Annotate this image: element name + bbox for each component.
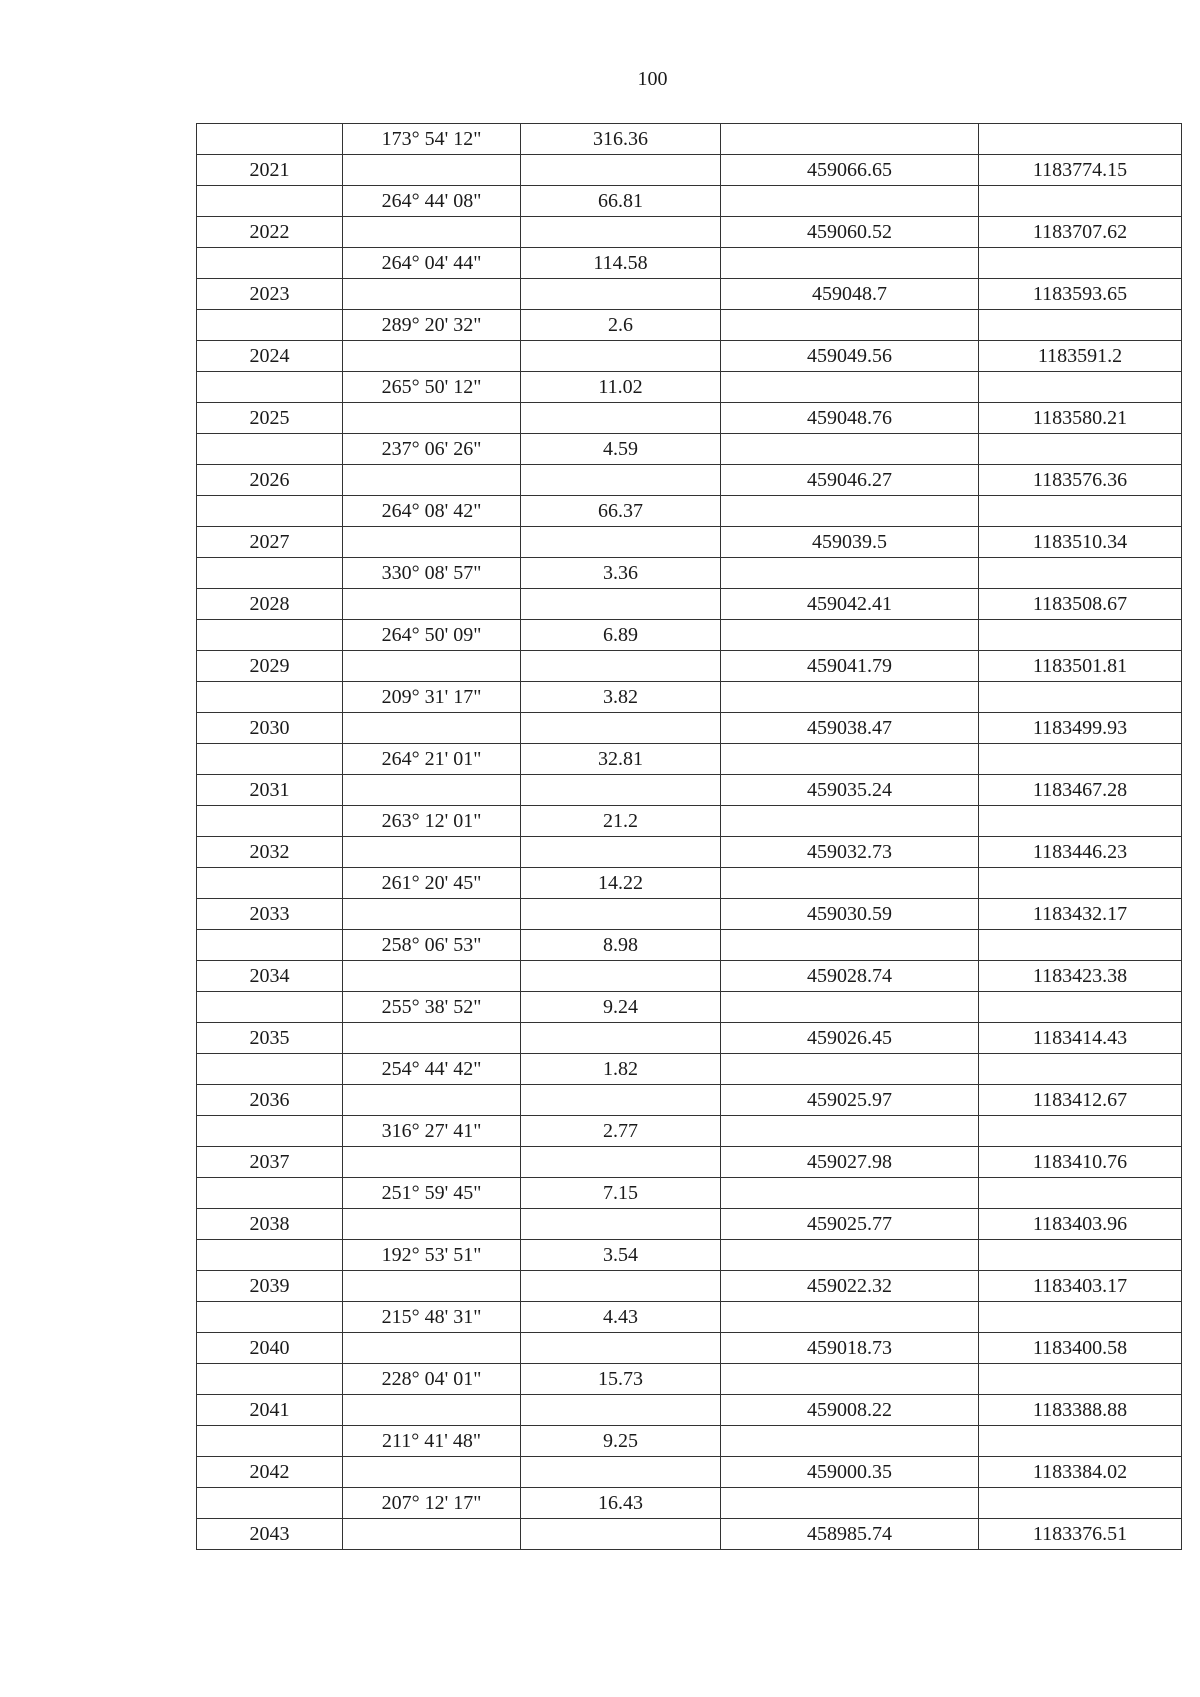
- northing-cell: 1183499.93: [979, 713, 1182, 744]
- bearing-cell: 237° 06' 26": [343, 434, 521, 465]
- easting-cell: 459066.65: [721, 155, 979, 186]
- station-cell: [197, 930, 343, 961]
- station-cell: 2031: [197, 775, 343, 806]
- easting-cell: [721, 1054, 979, 1085]
- station-cell: 2030: [197, 713, 343, 744]
- distance-cell: [521, 961, 721, 992]
- bearing-cell: [343, 1085, 521, 1116]
- traverse-row: [197, 1116, 1182, 1147]
- bearing-cell: 251° 59' 45": [343, 1178, 521, 1209]
- northing-cell: 1183384.02: [979, 1457, 1182, 1488]
- northing-cell: 1183423.38: [979, 961, 1182, 992]
- traverse-row: [197, 1364, 1182, 1395]
- station-cell: [197, 124, 343, 155]
- northing-cell: 1183508.67: [979, 589, 1182, 620]
- bearing-cell: 209° 31' 17": [343, 682, 521, 713]
- northing-cell: 1183410.76: [979, 1147, 1182, 1178]
- station-cell: 2021: [197, 155, 343, 186]
- station-cell: 2025: [197, 403, 343, 434]
- station-cell: [197, 992, 343, 1023]
- northing-cell: 1183403.17: [979, 1271, 1182, 1302]
- bearing-cell: 211° 41' 48": [343, 1426, 521, 1457]
- easting-cell: 459022.32: [721, 1271, 979, 1302]
- easting-cell: 459027.98: [721, 1147, 979, 1178]
- bearing-cell: 173° 54' 12": [343, 124, 521, 155]
- northing-cell: [979, 310, 1182, 341]
- easting-cell: [721, 1426, 979, 1457]
- northing-cell: 1183400.58: [979, 1333, 1182, 1364]
- easting-cell: 459025.97: [721, 1085, 979, 1116]
- northing-cell: [979, 930, 1182, 961]
- easting-cell: [721, 1364, 979, 1395]
- northing-cell: 1183774.15: [979, 155, 1182, 186]
- bearing-cell: 255° 38' 52": [343, 992, 521, 1023]
- distance-cell: 4.59: [521, 434, 721, 465]
- distance-cell: 15.73: [521, 1364, 721, 1395]
- northing-cell: [979, 620, 1182, 651]
- easting-cell: 459048.7: [721, 279, 979, 310]
- easting-cell: 458985.74: [721, 1519, 979, 1550]
- station-row: [197, 713, 1182, 744]
- easting-cell: [721, 1488, 979, 1519]
- station-cell: [197, 1054, 343, 1085]
- bearing-cell: [343, 217, 521, 248]
- distance-cell: 9.25: [521, 1426, 721, 1457]
- bearing-cell: 264° 04' 44": [343, 248, 521, 279]
- station-cell: 2040: [197, 1333, 343, 1364]
- northing-cell: 1183388.88: [979, 1395, 1182, 1426]
- easting-cell: [721, 372, 979, 403]
- distance-cell: [521, 713, 721, 744]
- northing-cell: [979, 1302, 1182, 1333]
- distance-cell: [521, 1395, 721, 1426]
- easting-cell: [721, 248, 979, 279]
- bearing-cell: [343, 527, 521, 558]
- survey-table-body: [197, 124, 1182, 1550]
- bearing-cell: [343, 155, 521, 186]
- northing-cell: [979, 124, 1182, 155]
- distance-cell: [521, 403, 721, 434]
- distance-cell: 66.81: [521, 186, 721, 217]
- easting-cell: 459038.47: [721, 713, 979, 744]
- station-cell: [197, 434, 343, 465]
- northing-cell: 1183580.21: [979, 403, 1182, 434]
- traverse-row: [197, 1302, 1182, 1333]
- distance-cell: [521, 527, 721, 558]
- distance-cell: [521, 1519, 721, 1550]
- station-row: [197, 1333, 1182, 1364]
- bearing-cell: 261° 20' 45": [343, 868, 521, 899]
- station-row: [197, 1085, 1182, 1116]
- northing-cell: [979, 744, 1182, 775]
- station-cell: 2022: [197, 217, 343, 248]
- distance-cell: 2.77: [521, 1116, 721, 1147]
- bearing-cell: [343, 651, 521, 682]
- northing-cell: [979, 434, 1182, 465]
- distance-cell: [521, 155, 721, 186]
- bearing-cell: 258° 06' 53": [343, 930, 521, 961]
- traverse-row: [197, 558, 1182, 589]
- easting-cell: [721, 310, 979, 341]
- easting-cell: 459046.27: [721, 465, 979, 496]
- bearing-cell: 264° 08' 42": [343, 496, 521, 527]
- bearing-cell: [343, 1395, 521, 1426]
- bearing-cell: [343, 961, 521, 992]
- distance-cell: 14.22: [521, 868, 721, 899]
- station-row: [197, 465, 1182, 496]
- station-cell: 2029: [197, 651, 343, 682]
- bearing-cell: 263° 12' 01": [343, 806, 521, 837]
- station-cell: [197, 1488, 343, 1519]
- northing-cell: [979, 868, 1182, 899]
- station-row: [197, 775, 1182, 806]
- northing-cell: 1183446.23: [979, 837, 1182, 868]
- station-cell: [197, 1302, 343, 1333]
- easting-cell: 459025.77: [721, 1209, 979, 1240]
- station-cell: 2037: [197, 1147, 343, 1178]
- survey-coordinates-table: [196, 123, 1182, 1550]
- bearing-cell: 207° 12' 17": [343, 1488, 521, 1519]
- northing-cell: [979, 992, 1182, 1023]
- station-cell: [197, 372, 343, 403]
- northing-cell: [979, 1240, 1182, 1271]
- station-cell: [197, 310, 343, 341]
- station-row: [197, 651, 1182, 682]
- easting-cell: [721, 930, 979, 961]
- easting-cell: 459035.24: [721, 775, 979, 806]
- northing-cell: [979, 372, 1182, 403]
- northing-cell: [979, 1364, 1182, 1395]
- station-row: [197, 279, 1182, 310]
- traverse-row: [197, 992, 1182, 1023]
- station-cell: 2028: [197, 589, 343, 620]
- station-cell: [197, 248, 343, 279]
- northing-cell: [979, 1178, 1182, 1209]
- station-cell: [197, 744, 343, 775]
- easting-cell: 459008.22: [721, 1395, 979, 1426]
- easting-cell: [721, 744, 979, 775]
- station-row: [197, 837, 1182, 868]
- northing-cell: 1183593.65: [979, 279, 1182, 310]
- traverse-row: [197, 1054, 1182, 1085]
- station-row: [197, 527, 1182, 558]
- station-row: [197, 1023, 1182, 1054]
- bearing-cell: 192° 53' 51": [343, 1240, 521, 1271]
- northing-cell: 1183467.28: [979, 775, 1182, 806]
- bearing-cell: 228° 04' 01": [343, 1364, 521, 1395]
- bearing-cell: [343, 1457, 521, 1488]
- distance-cell: 6.89: [521, 620, 721, 651]
- northing-cell: 1183376.51: [979, 1519, 1182, 1550]
- traverse-row: [197, 744, 1182, 775]
- distance-cell: [521, 899, 721, 930]
- distance-cell: 66.37: [521, 496, 721, 527]
- traverse-row: [197, 372, 1182, 403]
- station-cell: 2023: [197, 279, 343, 310]
- station-cell: 2033: [197, 899, 343, 930]
- distance-cell: 8.98: [521, 930, 721, 961]
- easting-cell: [721, 186, 979, 217]
- easting-cell: 459041.79: [721, 651, 979, 682]
- easting-cell: [721, 558, 979, 589]
- bearing-cell: [343, 1147, 521, 1178]
- distance-cell: 4.43: [521, 1302, 721, 1333]
- easting-cell: [721, 1178, 979, 1209]
- station-row: [197, 1147, 1182, 1178]
- easting-cell: 459018.73: [721, 1333, 979, 1364]
- traverse-row: [197, 310, 1182, 341]
- distance-cell: 21.2: [521, 806, 721, 837]
- distance-cell: 3.54: [521, 1240, 721, 1271]
- distance-cell: 3.82: [521, 682, 721, 713]
- traverse-row: [197, 1240, 1182, 1271]
- distance-cell: 1.82: [521, 1054, 721, 1085]
- easting-cell: [721, 620, 979, 651]
- northing-cell: [979, 558, 1182, 589]
- station-row: [197, 217, 1182, 248]
- northing-cell: 1183414.43: [979, 1023, 1182, 1054]
- bearing-cell: [343, 1519, 521, 1550]
- traverse-row: [197, 124, 1182, 155]
- northing-cell: 1183510.34: [979, 527, 1182, 558]
- distance-cell: 7.15: [521, 1178, 721, 1209]
- station-cell: [197, 806, 343, 837]
- station-row: [197, 155, 1182, 186]
- distance-cell: 32.81: [521, 744, 721, 775]
- bearing-cell: 254° 44' 42": [343, 1054, 521, 1085]
- distance-cell: [521, 341, 721, 372]
- traverse-row: [197, 434, 1182, 465]
- easting-cell: 459048.76: [721, 403, 979, 434]
- page-number: 100: [637, 68, 668, 90]
- easting-cell: [721, 868, 979, 899]
- traverse-row: [197, 1488, 1182, 1519]
- easting-cell: [721, 496, 979, 527]
- bearing-cell: 264° 50' 09": [343, 620, 521, 651]
- station-cell: 2036: [197, 1085, 343, 1116]
- bearing-cell: [343, 1333, 521, 1364]
- station-row: [197, 961, 1182, 992]
- easting-cell: [721, 124, 979, 155]
- station-cell: [197, 558, 343, 589]
- distance-cell: 316.36: [521, 124, 721, 155]
- traverse-row: [197, 1426, 1182, 1457]
- distance-cell: [521, 1085, 721, 1116]
- station-row: [197, 899, 1182, 930]
- northing-cell: [979, 682, 1182, 713]
- traverse-row: [197, 868, 1182, 899]
- station-row: [197, 1395, 1182, 1426]
- distance-cell: [521, 589, 721, 620]
- northing-cell: [979, 1426, 1182, 1457]
- easting-cell: 459026.45: [721, 1023, 979, 1054]
- easting-cell: 459030.59: [721, 899, 979, 930]
- traverse-row: [197, 496, 1182, 527]
- station-cell: [197, 682, 343, 713]
- distance-cell: [521, 775, 721, 806]
- station-cell: 2024: [197, 341, 343, 372]
- station-row: [197, 403, 1182, 434]
- station-cell: [197, 620, 343, 651]
- traverse-row: [197, 620, 1182, 651]
- bearing-cell: [343, 279, 521, 310]
- traverse-row: [197, 806, 1182, 837]
- easting-cell: 459039.5: [721, 527, 979, 558]
- bearing-cell: [343, 713, 521, 744]
- northing-cell: [979, 186, 1182, 217]
- station-cell: [197, 1116, 343, 1147]
- bearing-cell: 330° 08' 57": [343, 558, 521, 589]
- station-cell: 2042: [197, 1457, 343, 1488]
- bearing-cell: 316° 27' 41": [343, 1116, 521, 1147]
- station-row: [197, 1457, 1182, 1488]
- bearing-cell: 289° 20' 32": [343, 310, 521, 341]
- station-cell: [197, 1240, 343, 1271]
- bearing-cell: [343, 1209, 521, 1240]
- easting-cell: 459060.52: [721, 217, 979, 248]
- bearing-cell: [343, 899, 521, 930]
- station-cell: 2041: [197, 1395, 343, 1426]
- station-cell: 2034: [197, 961, 343, 992]
- bearing-cell: [343, 403, 521, 434]
- distance-cell: [521, 1147, 721, 1178]
- northing-cell: [979, 1488, 1182, 1519]
- easting-cell: 459032.73: [721, 837, 979, 868]
- station-cell: [197, 186, 343, 217]
- station-row: [197, 589, 1182, 620]
- easting-cell: [721, 806, 979, 837]
- distance-cell: [521, 837, 721, 868]
- distance-cell: 9.24: [521, 992, 721, 1023]
- distance-cell: 3.36: [521, 558, 721, 589]
- northing-cell: 1183412.67: [979, 1085, 1182, 1116]
- northing-cell: [979, 1054, 1182, 1085]
- bearing-cell: [343, 465, 521, 496]
- northing-cell: 1183576.36: [979, 465, 1182, 496]
- northing-cell: [979, 806, 1182, 837]
- distance-cell: 16.43: [521, 1488, 721, 1519]
- station-cell: 2038: [197, 1209, 343, 1240]
- station-cell: 2035: [197, 1023, 343, 1054]
- distance-cell: [521, 651, 721, 682]
- northing-cell: 1183591.2: [979, 341, 1182, 372]
- station-cell: 2043: [197, 1519, 343, 1550]
- station-cell: [197, 868, 343, 899]
- bearing-cell: [343, 341, 521, 372]
- northing-cell: [979, 496, 1182, 527]
- easting-cell: 459028.74: [721, 961, 979, 992]
- station-cell: 2026: [197, 465, 343, 496]
- distance-cell: 2.6: [521, 310, 721, 341]
- station-cell: 2039: [197, 1271, 343, 1302]
- bearing-cell: [343, 589, 521, 620]
- station-cell: [197, 1426, 343, 1457]
- distance-cell: [521, 1457, 721, 1488]
- traverse-row: [197, 1178, 1182, 1209]
- easting-cell: [721, 682, 979, 713]
- distance-cell: 11.02: [521, 372, 721, 403]
- northing-cell: [979, 1116, 1182, 1147]
- station-cell: 2032: [197, 837, 343, 868]
- distance-cell: [521, 217, 721, 248]
- traverse-row: [197, 248, 1182, 279]
- traverse-row: [197, 682, 1182, 713]
- station-row: [197, 1271, 1182, 1302]
- bearing-cell: 264° 44' 08": [343, 186, 521, 217]
- distance-cell: [521, 279, 721, 310]
- easting-cell: [721, 434, 979, 465]
- distance-cell: [521, 465, 721, 496]
- northing-cell: 1183432.17: [979, 899, 1182, 930]
- easting-cell: [721, 1116, 979, 1147]
- distance-cell: [521, 1023, 721, 1054]
- easting-cell: 459049.56: [721, 341, 979, 372]
- bearing-cell: 215° 48' 31": [343, 1302, 521, 1333]
- distance-cell: [521, 1333, 721, 1364]
- easting-cell: 459000.35: [721, 1457, 979, 1488]
- station-row: [197, 1209, 1182, 1240]
- northing-cell: [979, 248, 1182, 279]
- northing-cell: 1183707.62: [979, 217, 1182, 248]
- easting-cell: [721, 1240, 979, 1271]
- distance-cell: [521, 1271, 721, 1302]
- bearing-cell: 264° 21' 01": [343, 744, 521, 775]
- bearing-cell: [343, 1023, 521, 1054]
- easting-cell: [721, 1302, 979, 1333]
- bearing-cell: [343, 837, 521, 868]
- northing-cell: 1183501.81: [979, 651, 1182, 682]
- distance-cell: [521, 1209, 721, 1240]
- distance-cell: 114.58: [521, 248, 721, 279]
- station-cell: [197, 1364, 343, 1395]
- bearing-cell: 265° 50' 12": [343, 372, 521, 403]
- easting-cell: [721, 992, 979, 1023]
- station-cell: [197, 1178, 343, 1209]
- bearing-cell: [343, 775, 521, 806]
- easting-cell: 459042.41: [721, 589, 979, 620]
- traverse-row: [197, 930, 1182, 961]
- station-row: [197, 341, 1182, 372]
- northing-cell: 1183403.96: [979, 1209, 1182, 1240]
- station-cell: 2027: [197, 527, 343, 558]
- traverse-row: [197, 186, 1182, 217]
- station-row: [197, 1519, 1182, 1550]
- station-cell: [197, 496, 343, 527]
- bearing-cell: [343, 1271, 521, 1302]
